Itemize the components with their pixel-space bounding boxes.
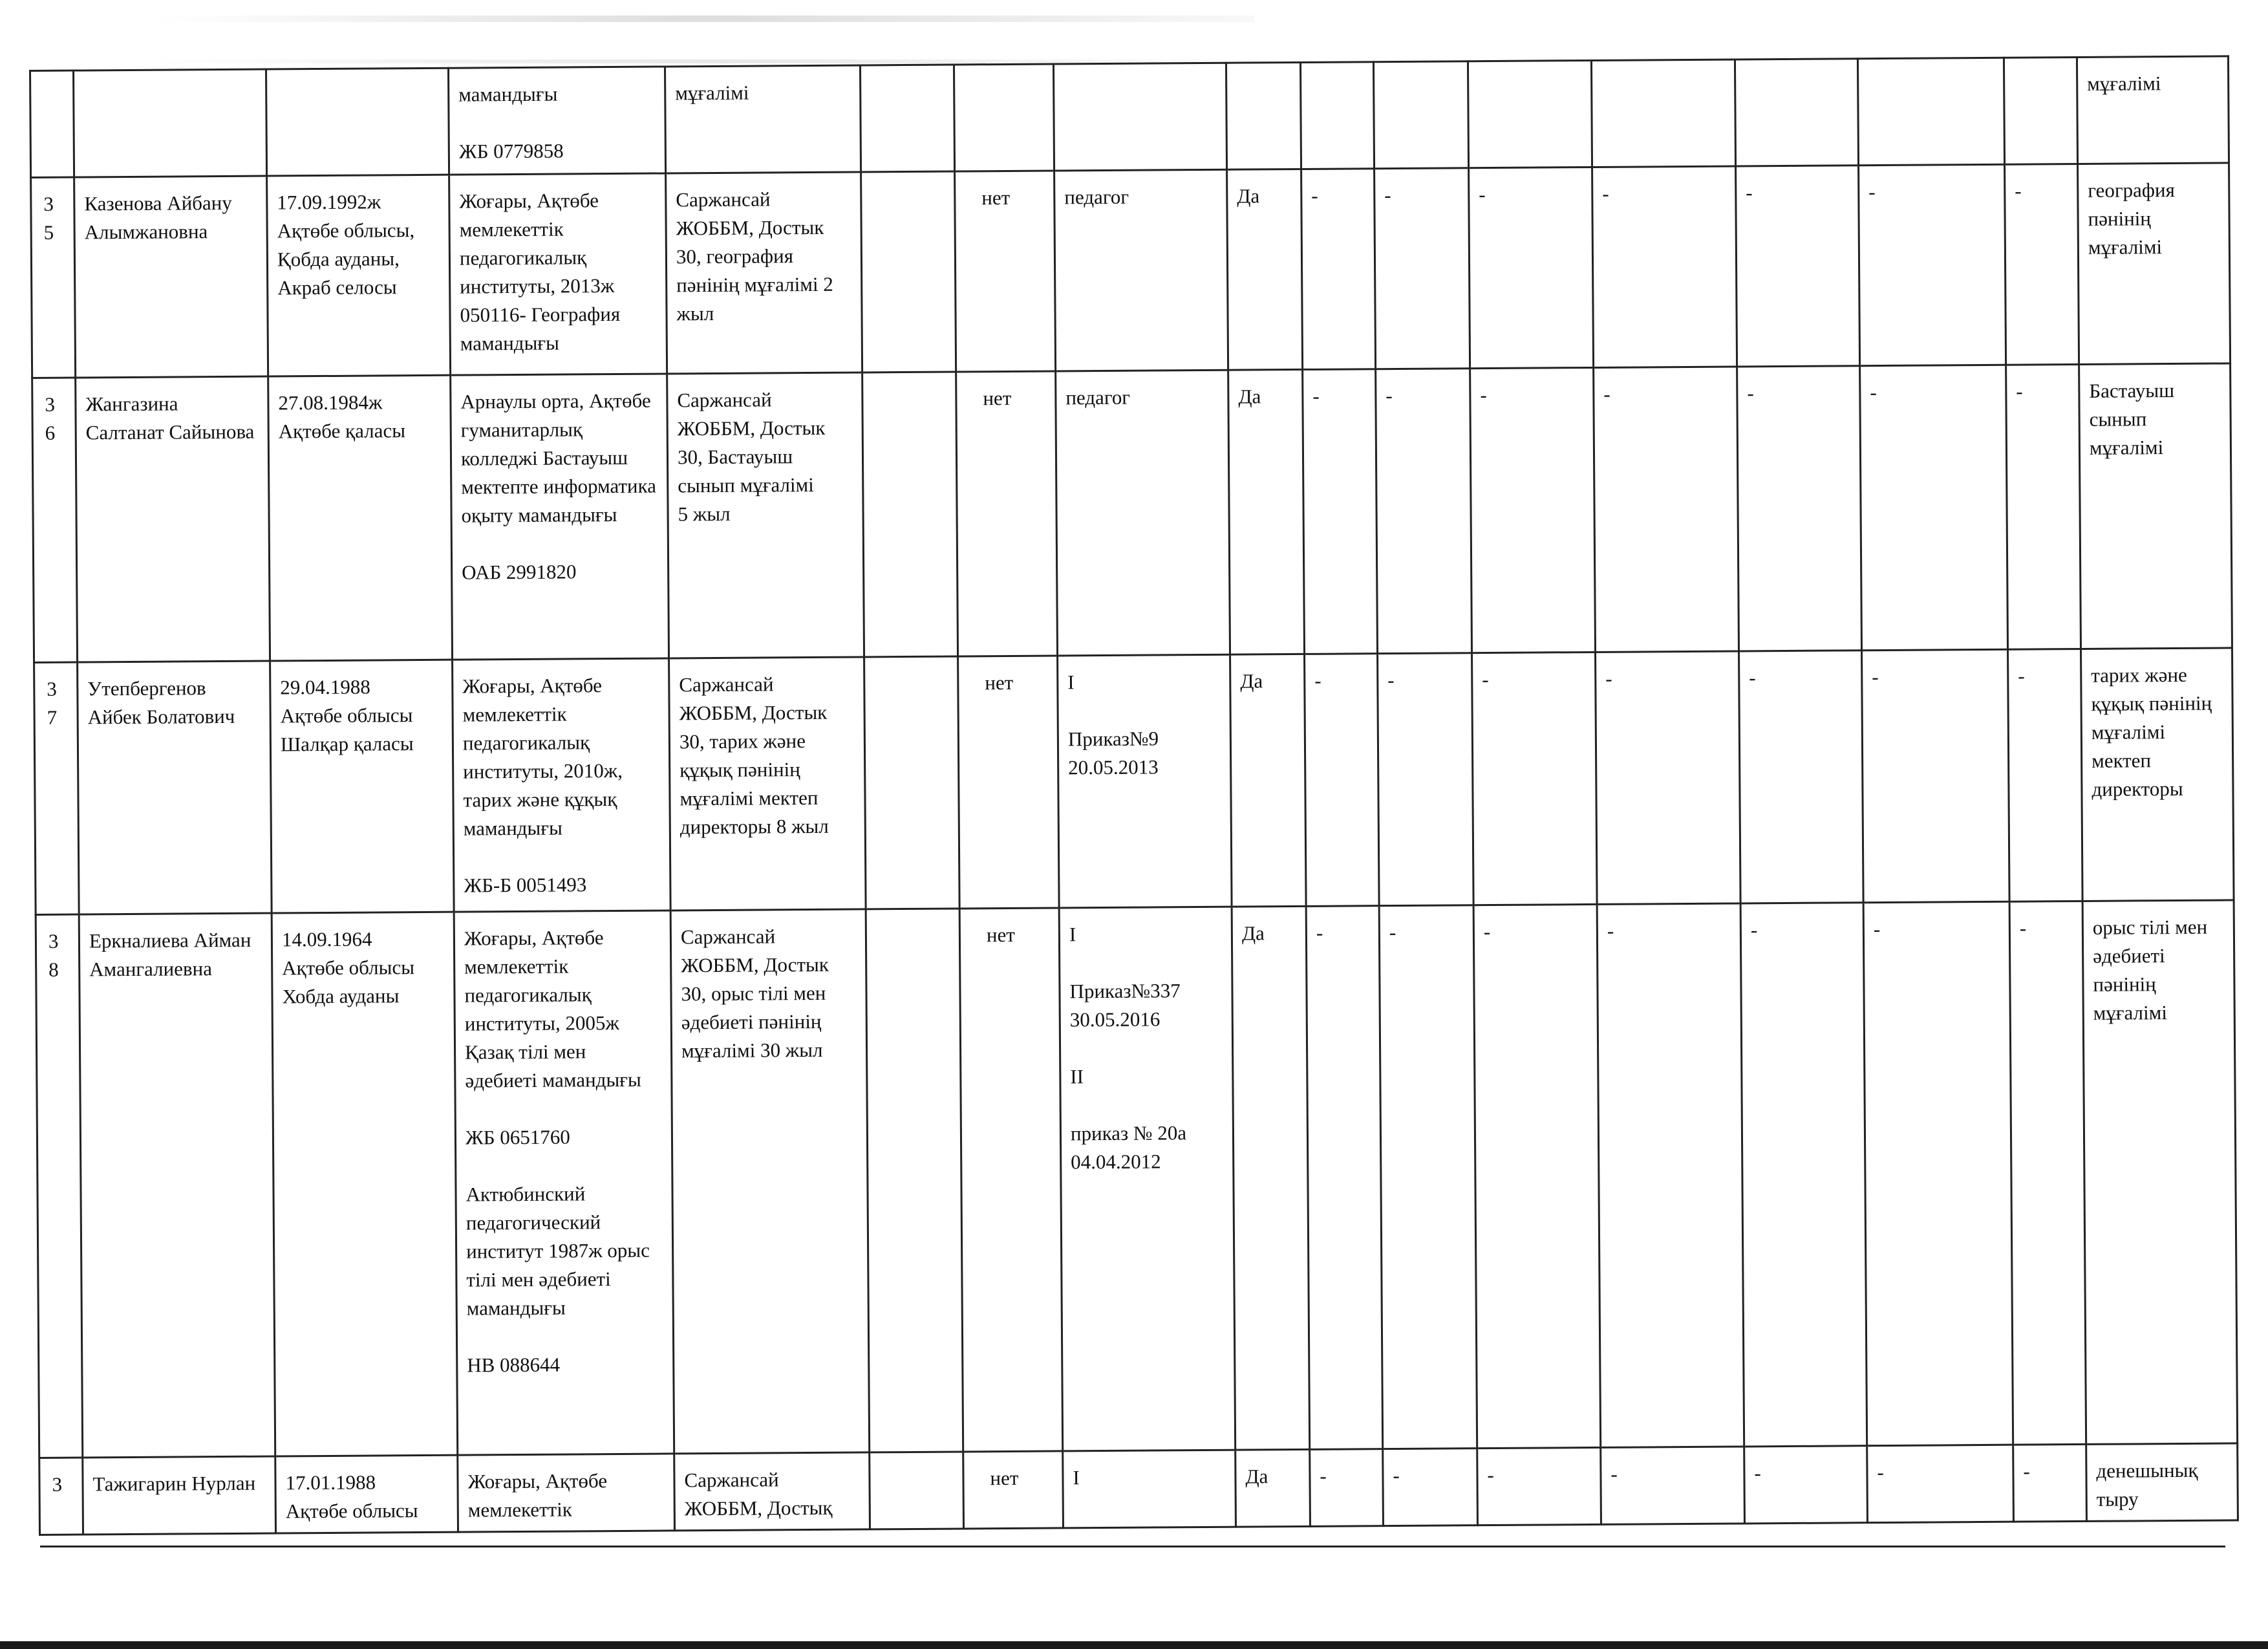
dash-cell: -	[1375, 168, 1470, 369]
birth-info: 27.08.1984ж Ақтөбе қаласы	[268, 375, 453, 661]
empty-cell	[862, 372, 958, 657]
courses-cell: Да	[1227, 169, 1303, 370]
dash-cell	[2004, 57, 2077, 164]
full-name: Еркналиева Айман Амангалиевна	[79, 913, 275, 1458]
table-row	[39, 1443, 2238, 1535]
position-cell: тарих және құқық пәнінің мұғалімі мектеп директоры	[2081, 648, 2234, 901]
education-info: Жоғары, Ақтөбе мемлекеттік педагогикалық институты, 2005ж Қазақ тілі мен әдебиеті мамандығы ЖБ 0651760 Актюбинский педагогический институт 1987ж орыс тілі мен әдебиеті мамандығы НВ 088644	[454, 911, 674, 1455]
dash-cell: -	[1376, 369, 1472, 654]
scan-artifact-top	[155, 16, 1254, 22]
education-info: Жоғары, Ақтөбе мемлекеттік педагогикалық институты, 2013ж 050116- География мамандығы	[449, 173, 667, 375]
awards-cell: нет	[958, 656, 1060, 909]
dash-cell: -	[1469, 167, 1594, 368]
dash-cell: -	[1739, 651, 1864, 903]
awards-cell: нет	[963, 1451, 1064, 1529]
dash-cell: -	[1383, 1449, 1478, 1526]
dash-cell: -	[1863, 901, 2013, 1445]
courses-cell: Да	[1230, 654, 1307, 907]
category-cell: педагог	[1056, 370, 1230, 656]
education-info: Арнаулы орта, Ақтөбе гуманитарлық колледжі Бастауыш мектепте информатика оқыту мамандығы ОАБ 2991820	[451, 374, 669, 660]
dash-cell: -	[1303, 369, 1378, 654]
empty-cell	[864, 656, 960, 909]
workplace-info: Саржансай ЖОББМ, Достык 30, орыс тілі мен әдебиеті пәнінің мұғалімі 30 жыл	[670, 909, 870, 1454]
full-name: Казенова Айбану Алымжановна	[74, 176, 268, 378]
dash-cell: -	[2009, 901, 2086, 1445]
dash-cell: -	[1860, 365, 2008, 650]
row-number: 3 8	[36, 914, 83, 1458]
workplace-info: Саржансай ЖОББМ, Достык 30, Бастауыш сынып мұғалімі 5 жыл	[667, 372, 864, 658]
dash-cell	[1468, 60, 1592, 167]
dash-cell: -	[1740, 903, 1867, 1447]
category-cell: I Приказ№337 30.05.2016 II приказ № 20а 04.04.2012	[1059, 907, 1236, 1451]
awards-cell	[954, 64, 1054, 171]
education-info: Жоғары, Ақтөбе мемлекеттік педагогикалық институты, 2010ж, тарих және құқық мамандығы ЖБ-Б 0051493	[453, 658, 671, 912]
dash-cell: -	[1592, 166, 1737, 367]
row-number: 3 6	[32, 378, 78, 662]
dash-cell: -	[2008, 649, 2083, 901]
workplace-info: мұғалімі	[665, 65, 861, 173]
workplace-info: Саржансай ЖОББМ, Достык 30, тарих және құқық пәнінің мұғалімі мектеп директоры 8 жыл	[669, 657, 866, 911]
dash-cell: -	[1736, 166, 1860, 367]
dash-cell	[1857, 58, 2004, 165]
awards-cell: нет	[956, 371, 1058, 656]
position-cell: орыс тілі мен әдебиеті пәнінің мұғалімі	[2082, 900, 2238, 1445]
empty-cell	[870, 1452, 964, 1529]
position-cell: мұғалімі	[2077, 56, 2229, 164]
full-name: Тажигарин Нурлан	[83, 1456, 276, 1535]
dash-cell	[1735, 59, 1858, 166]
workplace-info: Саржансай ЖОББМ, Достық	[674, 1452, 870, 1531]
dash-cell: -	[1477, 1447, 1601, 1525]
dash-cell	[1373, 61, 1468, 169]
dash-cell: -	[2013, 1444, 2087, 1522]
dash-cell: -	[1473, 904, 1601, 1448]
education-info: мамандығы ЖБ 0779858	[448, 67, 665, 175]
full-name	[74, 69, 267, 177]
birth-info: 17.09.1992ж Ақтөбе облысы, Қобда ауданы, Акраб селосы	[267, 175, 451, 376]
awards-cell: нет	[955, 171, 1056, 372]
dash-cell: -	[1596, 651, 1741, 904]
table-row	[31, 163, 2231, 378]
dash-cell: -	[1862, 649, 2010, 902]
position-cell: Бастауыш сынып мұғалімі	[2079, 363, 2232, 649]
row-number: 3	[39, 1458, 83, 1535]
dash-cell: -	[1867, 1445, 2014, 1522]
position-cell: денешынық тыру	[2086, 1443, 2238, 1522]
scan-edge-bottom	[0, 1641, 2268, 1649]
awards-cell: нет	[959, 908, 1063, 1452]
dash-cell: -	[1472, 652, 1598, 905]
category-cell: I	[1063, 1450, 1236, 1528]
birth-info: 17.01.1988 Ақтөбе облысы	[275, 1455, 458, 1533]
dash-cell: -	[1744, 1446, 1868, 1524]
dash-cell: -	[1306, 906, 1383, 1450]
dash-cell: -	[1597, 903, 1744, 1447]
dash-cell	[1300, 62, 1374, 169]
dash-cell: -	[1378, 653, 1474, 906]
row-number	[30, 70, 74, 177]
dash-cell: -	[1379, 905, 1477, 1449]
dash-cell: -	[1737, 366, 1862, 651]
birth-info: 29.04.1988 Ақтөбе облысы Шалқар қаласы	[270, 660, 455, 913]
full-name: Утепбергенов Айбек Болатович	[78, 661, 272, 914]
courses-cell: Да	[1236, 1449, 1311, 1527]
category-cell: педагог	[1054, 169, 1228, 371]
table-row	[36, 900, 2237, 1458]
dash-cell: -	[1470, 367, 1596, 652]
dash-cell: -	[1301, 169, 1376, 370]
outer-frame-bottom	[40, 1546, 2225, 1547]
table-row	[34, 648, 2234, 915]
courses-cell: Да	[1228, 369, 1305, 654]
dash-cell: -	[1601, 1447, 1745, 1524]
table-row	[32, 363, 2232, 663]
courses-cell: Да	[1232, 906, 1310, 1450]
birth-info	[266, 68, 449, 176]
table-row	[30, 56, 2229, 178]
dash-cell: -	[2006, 364, 2081, 649]
empty-cell	[866, 909, 963, 1452]
workplace-info: Саржансай ЖОББМ, Достык 30, география пәнінің мұғалімі 2 жыл	[666, 172, 862, 374]
courses-cell	[1226, 62, 1301, 169]
empty-cell	[861, 171, 956, 372]
birth-info: 14.09.1964 Ақтөбе облысы Хобда ауданы	[272, 912, 458, 1456]
education-info: Жоғары, Ақтөбе мемлекеттік	[458, 1454, 675, 1532]
dash-cell	[1591, 59, 1735, 167]
row-number: 3 5	[31, 177, 76, 378]
dash-cell: -	[2005, 164, 2079, 365]
position-cell: география пәнінің мұғалімі	[2078, 163, 2231, 365]
dash-cell: -	[1310, 1449, 1384, 1527]
dash-cell: -	[1594, 367, 1739, 652]
full-name: Жангазина Салтанат Сайынова	[76, 376, 270, 662]
staff-table	[29, 55, 2239, 1536]
row-number: 3 7	[34, 662, 80, 914]
dash-cell: -	[1859, 164, 2006, 365]
category-cell: I Приказ№9 20.05.2013	[1058, 654, 1232, 908]
dash-cell: -	[1305, 654, 1380, 907]
category-cell	[1053, 63, 1226, 171]
empty-cell	[860, 65, 954, 172]
